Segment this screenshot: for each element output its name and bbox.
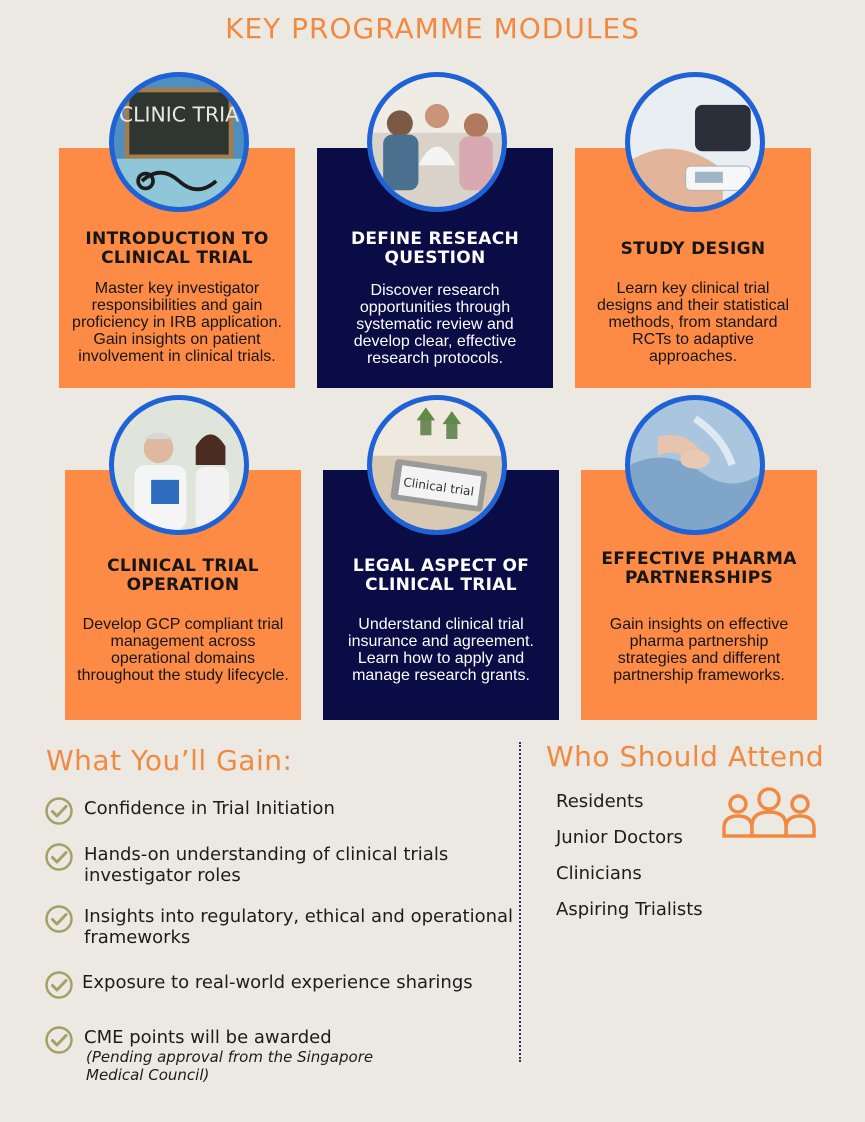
module-title: CLINICAL TRIAL OPERATION (107, 556, 259, 595)
module-photo-group-meeting (367, 72, 507, 212)
gain-item-note: (Pending approval from the Singapore Medical Council) (86, 1048, 374, 1084)
attend-section-title: Who Should Attend (546, 740, 825, 773)
gain-item-text: Exposure to real-world experience sharings (82, 972, 473, 993)
module-description: Master key investigator responsibilities and gain proficiency in IRB application. Gain insights on patient involvement in clinical trials. (72, 280, 282, 365)
attend-item: Clinicians (556, 863, 642, 884)
module-title: EFFECTIVE PHARMA PARTNERSHIPS (601, 549, 797, 588)
check-circle-icon (44, 1025, 74, 1055)
gain-item-text-wrap (84, 1027, 524, 1084)
attend-item: Residents (556, 791, 644, 812)
attend-item: Aspiring Trialists (556, 899, 703, 920)
module-photo-clinical-trial-board (109, 72, 249, 212)
section-divider (519, 742, 521, 1062)
module-photo-doctor-consult (109, 395, 249, 535)
module-photo-clinical-trial-sign (367, 395, 507, 535)
module-photo-blood-pressure (625, 72, 765, 212)
gain-item-text: Confidence in Trial Initiation (84, 798, 335, 819)
module-title: STUDY DESIGN (620, 239, 766, 259)
attend-item: Junior Doctors (556, 827, 683, 848)
module-photo-patient-bed (625, 395, 765, 535)
module-description: Develop GCP compliant trial management across operational domains throughout the study lifecycle. (77, 616, 289, 684)
module-title: DEFINE RESEACH QUESTION (350, 229, 520, 268)
people-group-icon (720, 786, 818, 840)
photo-sign-text: Clinical trial (402, 475, 475, 499)
gain-section-title: What You’ll Gain: (46, 744, 293, 777)
gain-item-text: CME points will be awarded (84, 1027, 332, 1048)
gain-item-text: Insights into regulatory, ethical and operational frameworks (84, 906, 514, 948)
check-circle-icon (44, 970, 74, 1000)
check-circle-icon (44, 796, 74, 826)
module-description: Discover research opportunities through systematic review and develop clear, effective research protocols. (353, 282, 517, 367)
module-description: Gain insights on effective pharma partnership strategies and different partnership frameworks. (609, 616, 789, 684)
check-circle-icon (44, 904, 74, 934)
module-description: Understand clinical trial insurance and agreement. Learn how to apply and manage research grants. (348, 616, 534, 684)
module-title: LEGAL ASPECT OF CLINICAL TRIAL (352, 556, 530, 595)
check-circle-icon (44, 842, 74, 872)
module-description: Learn key clinical trial designs and their statistical methods, from standard RCTs to adaptive approaches. (596, 280, 790, 365)
gain-item-text: Hands-on understanding of clinical trials investigator roles (84, 844, 449, 886)
photo-board-text: CLINIC TRIA (118, 102, 240, 127)
page-title: KEY PROGRAMME MODULES (225, 12, 640, 45)
module-title: INTRODUCTION TO CLINICAL TRIAL (85, 229, 269, 268)
